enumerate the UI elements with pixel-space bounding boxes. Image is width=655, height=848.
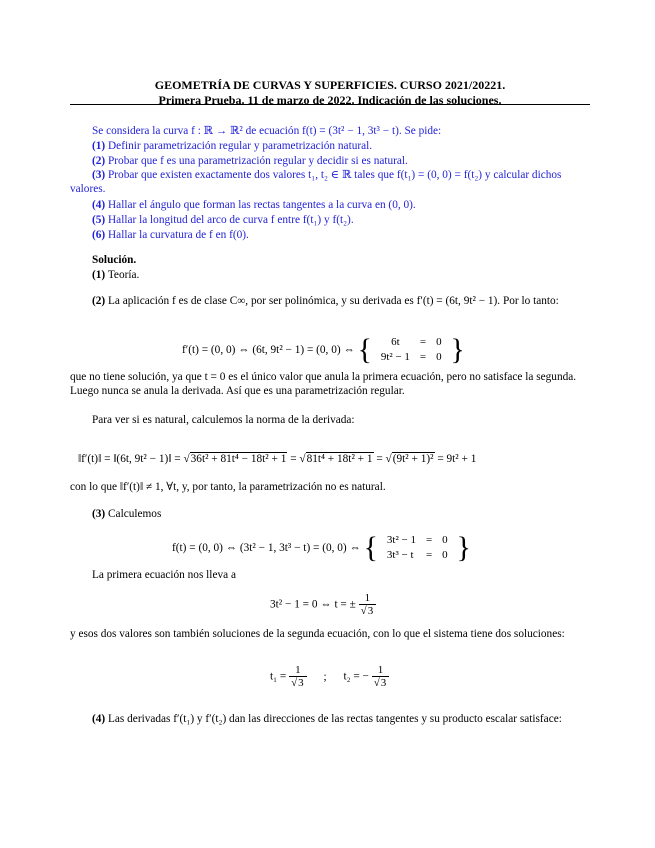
right-brace: } [456,531,471,564]
header-rule [70,104,590,105]
statement-item-4 [92,198,592,212]
system-3 [381,532,454,564]
sys-cell: 9t² − 1 [380,351,410,363]
item-text: Probar que f es una parametrización regular y decidir si es natural. [108,155,408,167]
statement-intro: Se considera la curva f : ℝ → ℝ² de ecuación f(t) = (3t² − 1, 3t³ − t). Se pide: [92,125,442,137]
sys-cell: = [419,336,427,348]
solution-number: (4) [92,713,106,725]
statement-item-2 [92,154,592,168]
equals: = [287,453,300,465]
fraction-numerator: 1 [359,592,377,605]
solution-text: Teoría. [107,269,140,281]
header-line2: Primera Prueba. 11 de marzo de 2022. Indicación de las soluciones. [158,93,502,107]
solution-2-conclusion: con lo que ‖f′(t)‖ ≠ 1, ∀t, y, por tanto, la parametrización no es natural. [70,481,386,493]
sqrt-radicand-1: 36t² + 81t⁴ − 18t² + 1 [190,453,287,465]
solution-text: La aplicación f es de clase C∞, por ser polinómica, y su derivada es f′(t) = (6t, 9t² − 1). Por lo tanto: [108,295,559,307]
sys-cell: 0 [436,351,442,363]
equation-roots [270,592,376,617]
sqrt-radicand: 3 [367,605,374,617]
sys-cell: = [419,351,427,363]
item-number: (2) [92,155,106,167]
fraction-denominator: √3 [291,677,304,689]
equals: = [373,453,386,465]
solution-number: (3) [92,508,106,520]
equation-left: f(t) = (0, 0) ⇔ (3t² − 1, 3t³ − t) = (0, 0) ⇔ [172,542,361,554]
item-text: Definir parametrización regular y parametrización natural. [108,140,373,152]
right-brace: } [450,333,465,366]
statement-item-1 [92,139,592,153]
solution-2-after: que no tiene solución, ya que t = 0 es el único valor que anula la primera ecuación, pero no satisface la segunda. Luego nunca se anula la derivada. Así que es una parametrización regular. [70,371,577,398]
left-brace: { [357,333,372,366]
item-number: (5) [92,214,106,226]
statement-item-5 [92,213,592,227]
sys-cell: = [425,534,433,546]
sys-cell: = [425,549,433,561]
sqrt-radicand: 3 [380,677,387,689]
item-number: (4) [92,199,106,211]
item-number: (6) [92,229,106,241]
equation-derivative-zero [182,334,465,366]
natural-intro: Para ver si es natural, calculemos la norma de la derivada: [92,414,355,426]
item-text: Hallar la longitud del arco de curva f entre f(t₁) y f(t₂). [108,214,354,226]
solution-text: Calculemos [108,508,162,520]
statement-item-3 [70,168,592,197]
sys-cell: 0 [442,549,448,561]
solution-3-after: y esos dos valores son también soluciones de la segunda ecuación, con lo que el sistema tiene dos soluciones: [70,628,565,640]
statement-item-6 [92,228,592,242]
header-line1: GEOMETRÍA DE CURVAS Y SUPERFICIES. CURSO 2021/20221. [154,78,506,92]
sys-cell: 3t² − 1 [386,534,416,546]
item-number: (3) [92,169,106,181]
item-number: (1) [92,140,106,152]
solution-number: (1) [92,269,106,281]
solution-title: Solución. [92,254,137,266]
sqrt-symbol: √ [299,453,306,465]
fraction-denominator: √3 [373,677,387,689]
equation-curve-zero [172,532,471,564]
separator: ; [323,670,327,683]
fraction [359,592,377,617]
item-text: Hallar la curvatura de f en f(0). [108,229,249,241]
sqrt-symbol: √ [385,453,392,465]
first-equation-intro: La primera ecuación nos lleva a [92,569,236,581]
sys-cell: 3t³ − t [386,549,414,561]
norm-left: ‖f′(t)‖ = ‖(6t, 9t² − 1)‖ = [78,453,184,465]
sqrt-symbol: √ [183,453,190,465]
fraction-t1 [289,664,307,689]
sys-cell: 6t [391,336,400,348]
solution-1 [92,268,139,282]
roots-left: 3t² − 1 = 0 ⇔ t = ± [270,598,356,611]
equation-left: f′(t) = (0, 0) ⇔ (6t, 9t² − 1) = (0, 0) ⇔ [182,344,355,356]
solution-2-text [70,294,592,308]
solution-4-text [70,712,592,726]
sys-cell: 0 [436,336,442,348]
equation-solutions [270,664,389,689]
left-brace: { [363,531,379,564]
solution-number: (2) [92,295,106,307]
fraction-t2 [372,664,390,689]
sqrt-radicand: 3 [298,677,304,689]
fraction-denominator: √3 [360,605,374,617]
fraction-numerator: 1 [372,664,390,677]
fraction-numerator: 1 [289,664,307,677]
system-1 [375,334,448,366]
equation-norm [78,452,476,466]
t1-label: t₁ = [270,670,287,683]
item-text: Hallar el ángulo que forman las rectas tangentes a la curva en (0, 0). [108,199,416,211]
norm-result: = 9t² + 1 [434,453,477,465]
solution-text: Las derivadas f′(t₁) y f′(t₂) dan las direcciones de las rectas tangentes y su producto escalar satisface: [108,713,562,725]
solution-3-text [92,507,161,521]
sqrt-radicand-2: 81t⁴ + 18t² + 1 [306,453,373,465]
sys-cell: 0 [442,534,448,546]
sqrt-radicand-3: (9t² + 1)² [392,453,434,465]
item-text: Probar que existen exactamente dos valores t₁, t₂ ∈ ℝ tales que f(t₁) = (0, 0) = f(t₂) y calcular dichos valores. [70,169,562,196]
t2-label: t₂ = − [343,670,369,683]
